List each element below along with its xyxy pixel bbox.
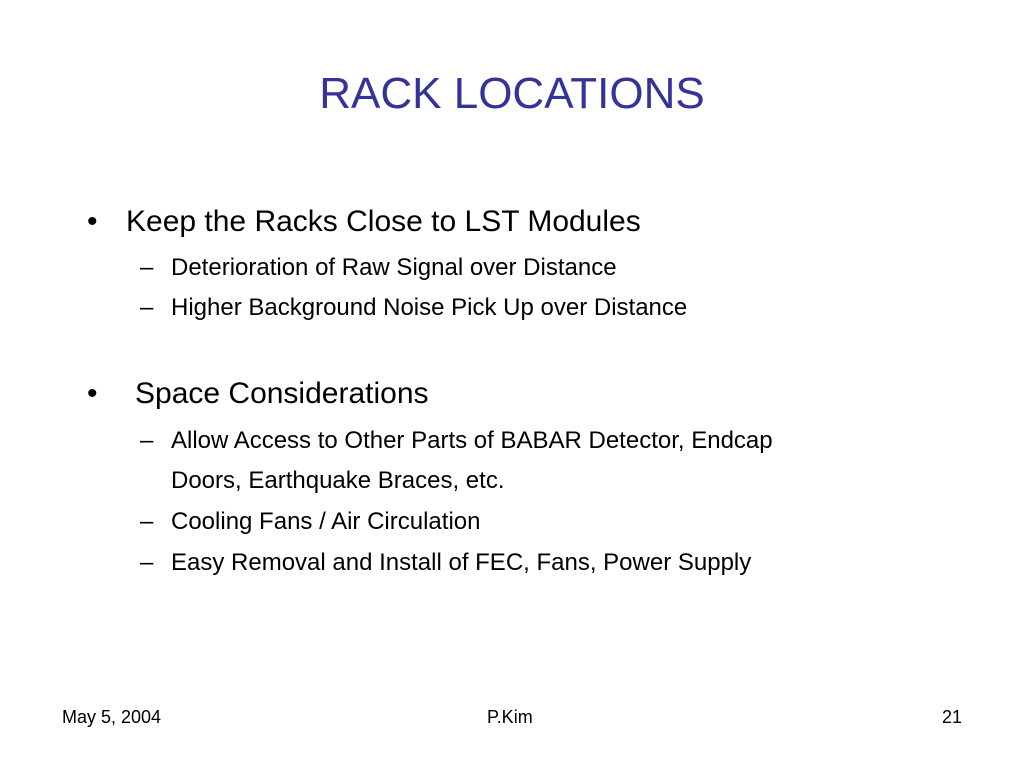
sub-bullet-text: Deterioration of Raw Signal over Distance	[171, 254, 617, 281]
footer-page-number: 21	[942, 707, 963, 727]
dash-marker: –	[140, 549, 154, 576]
sub-bullet-item	[0, 507, 1024, 537]
dash-marker: –	[140, 254, 154, 281]
bullet-text: Keep the Racks Close to LST Modules	[126, 205, 641, 238]
bullet-item	[0, 204, 1024, 240]
footer-date: May 5, 2004	[62, 707, 162, 727]
sub-bullet-text: Easy Removal and Install of FEC, Fans, Power Supply	[171, 549, 752, 576]
sub-bullet-text: Allow Access to Other Parts of BABAR Detector, Endcap	[171, 427, 773, 454]
sub-bullet-continuation	[0, 466, 1024, 496]
sub-bullet-text: Cooling Fans / Air Circulation	[171, 508, 481, 535]
sub-bullet-item	[0, 426, 1024, 456]
bullet-text: Space Considerations	[135, 377, 429, 410]
bullet-marker: •	[87, 377, 98, 410]
dash-marker: –	[140, 427, 154, 454]
sub-bullet-item	[0, 293, 1024, 323]
sub-bullet-item	[0, 253, 1024, 283]
dash-marker: –	[140, 294, 154, 321]
dash-marker: –	[140, 508, 154, 535]
sub-bullet-item	[0, 548, 1024, 578]
sub-bullet-text-continuation: Doors, Earthquake Braces, etc.	[171, 467, 505, 494]
bullet-item	[0, 376, 1024, 412]
sub-bullet-text: Higher Background Noise Pick Up over Distance	[171, 294, 688, 321]
slide-title: RACK LOCATIONS	[319, 69, 705, 118]
bullet-marker: •	[87, 205, 98, 238]
footer-author: P.Kim	[487, 707, 533, 727]
